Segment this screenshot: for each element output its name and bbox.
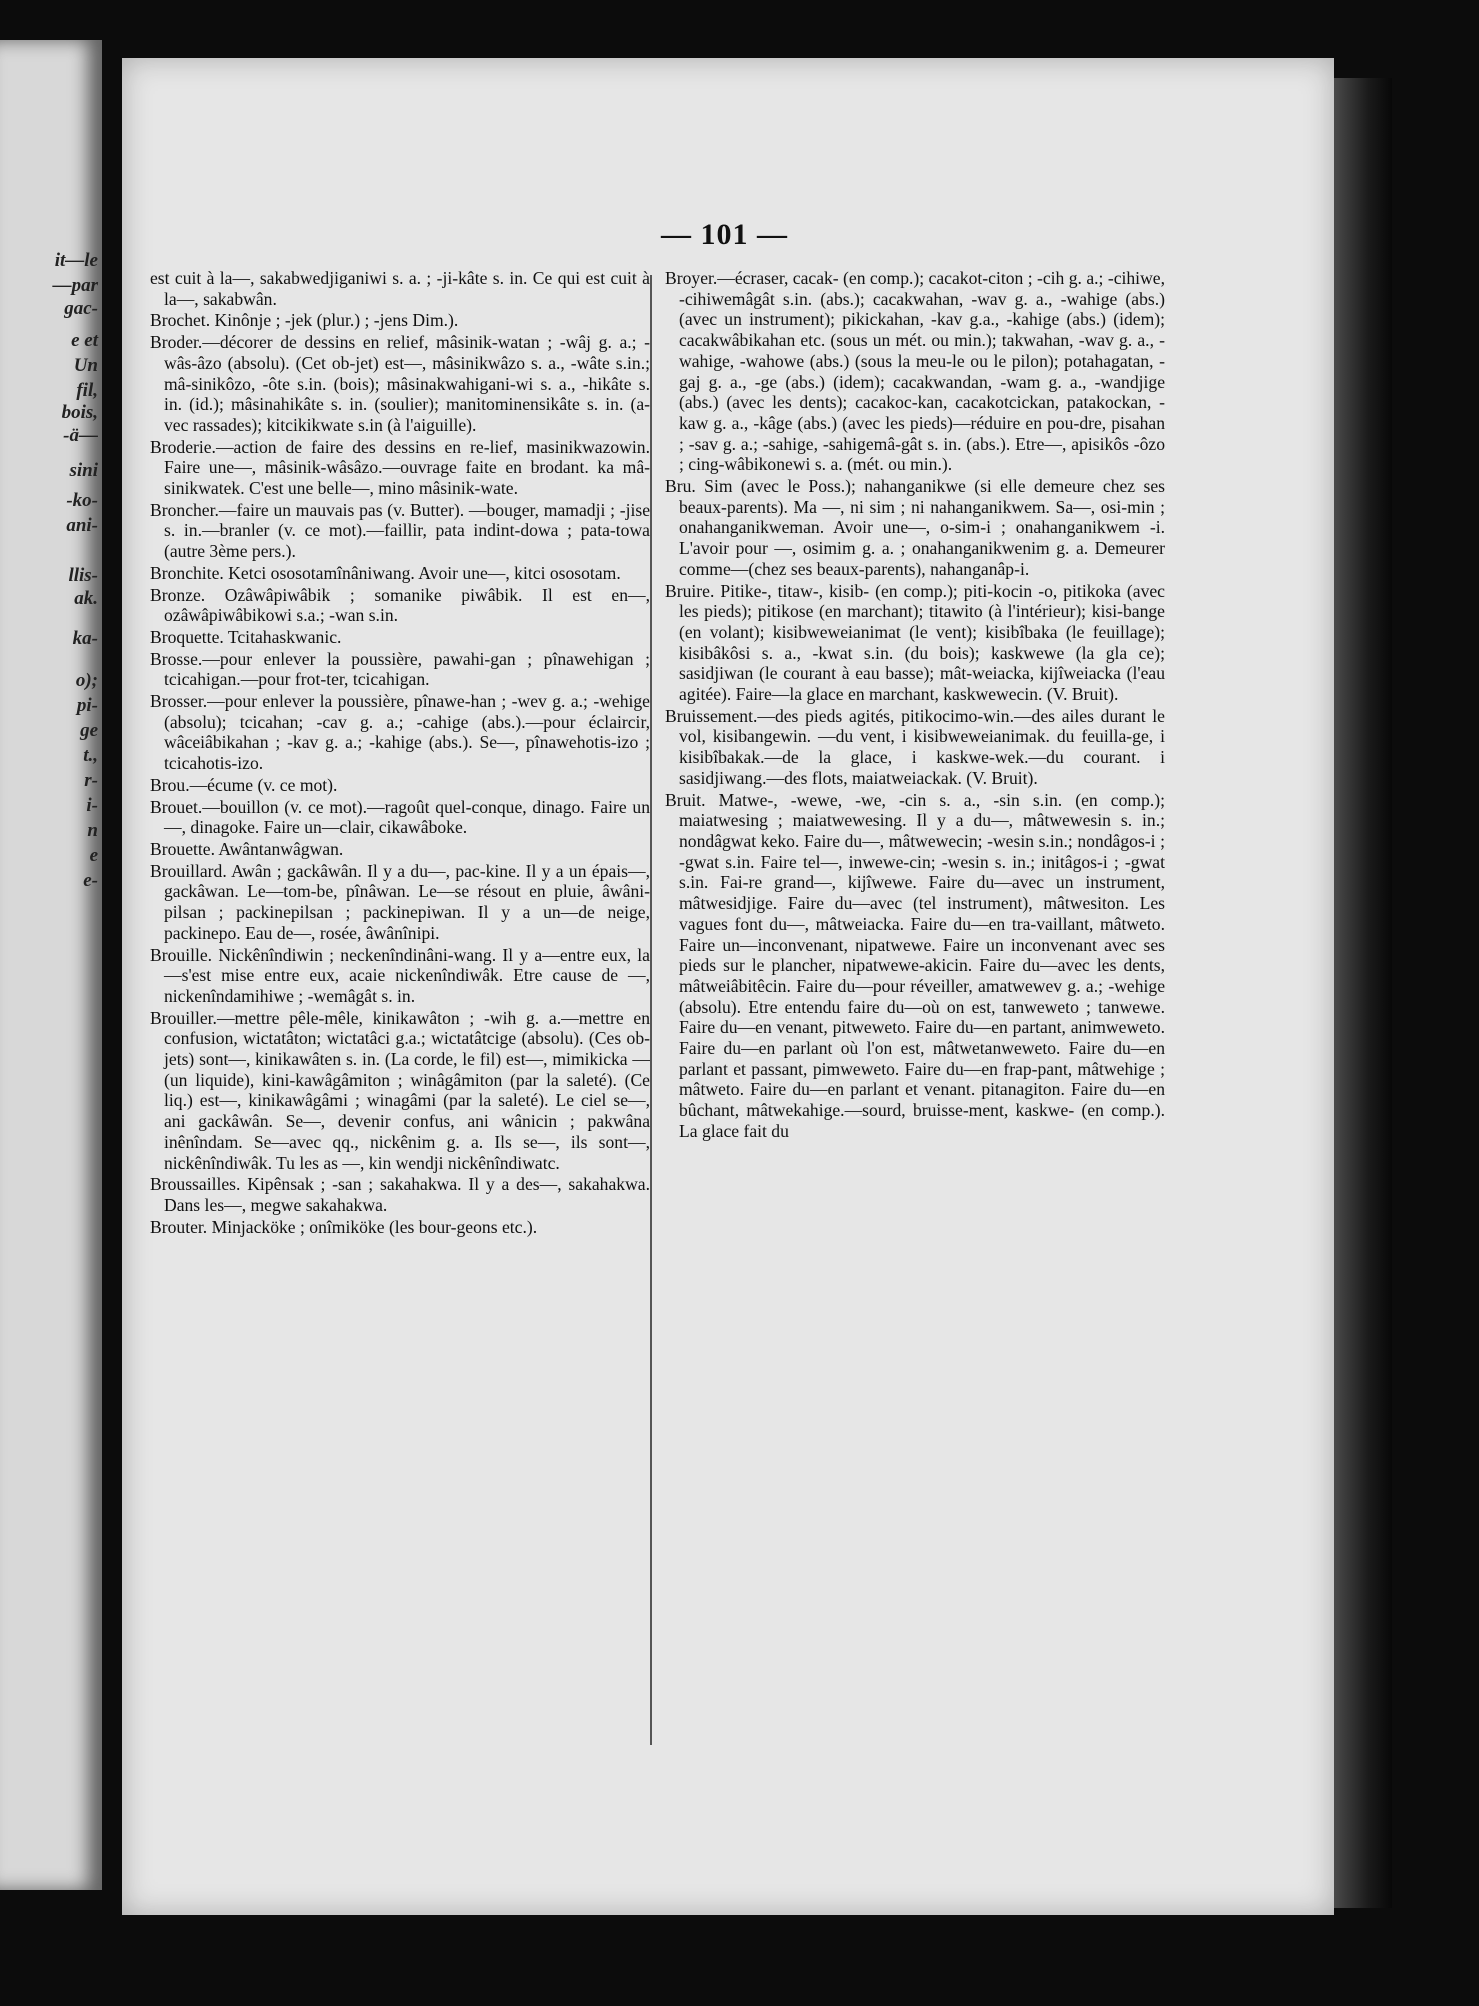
dictionary-entry: Brosser.—pour enlever la poussière, pînawe-han ; -wev g. a.; -wehige (absolu); tcicahan; -cav g. a.; -cahige (abs.).—pour éclaircir, wâceiâbikahan ; -kav g. a.; -kahige (abs.). Se—, pînawehotis-izo ; tcicahotis-izo. — [150, 691, 650, 774]
dictionary-entry: Bronze. Ozâwâpiwâbik ; somanike piwâbik. Il est en—, ozâwâpiwâbikowi s.a.; -wan s.in. — [150, 584, 650, 626]
dictionary-entry: Bruire. Pitike-, titaw-, kisib- (en comp.); piti-kocin -o, pitikoka (avec les pieds); pitikose (en marchant); titawito (à l'intérieur); kisi-bange (en volant); kisibweweianimat (le vent); kisibîbaka (le feuillage); kisibâkôsi s. a., -kwat s.in. (du bois); kaskwewe (la gla ce); sasidjiwan (le courant à eau basse); mât-weiacka, kijîweiacka (l'eau agitée). Faire—la glace en marchant, kaskwewecin. (V. Bruit). — [665, 580, 1165, 705]
dictionary-entry: Broquette. Tcitahaskwanic. — [150, 626, 342, 647]
dictionary-entry: Brouillard. Awân ; gackâwân. Il y a du—, pac-kine. Il y a un épais—, gackâwan. Le—tom-be, pînâwan. Le—se résout en pluie, âwâni-pilsan ; packinepilsan ; packinepiwan. Il y a un—de neige, packinepo. Eau de—, rosée, âwânînipi. — [150, 860, 650, 943]
dictionary-entry: Bronchite. Ketci ososotamînâniwang. Avoir une—, kitci ososotam. — [150, 562, 621, 583]
dictionary-entry: Brouille. Nickênîndiwin ; neckenîndinâni-wang. Il y a—entre eux, la—s'est mise entre eux, acaie nickenîndiwâk. Etre cause de —, nickenîndamihiwe ; -wemâgât s. in. — [150, 944, 650, 1006]
previous-page-margin — [0, 40, 102, 1890]
previous-page-fragment: i- — [86, 795, 98, 816]
dictionary-entry: Bruissement.—des pieds agités, pitikocimo-win.—des ailes durant le vol, kisibangewin. —du vent, i kisibweweianimak. du feuilla-ge, i kisibîbakak.—de la glace, i kaskwe-wek.—du courant. i sasidjiwang.—des flots, maiatweiackak. (V. Bruit). — [665, 705, 1165, 788]
column-divider — [650, 275, 652, 1745]
dictionary-entry: Broder.—décorer de dessins en relief, mâsinik-watan ; -wâj g. a.; -wâs-âzo (absolu). (Cet ob-jet) est—, mâsinikwâzo s. a., -wâte s.in.; mâ-sinikôzo, -ôte s.in. (bois); mâsinakwahigani-wi s. a., -hikâte s. in. (id.); mâsinahikâte s. in. (soulier); manitominensikâte s. in. (a-vec rassades); kitcikikwate s.in (à l'aiguille). — [150, 332, 650, 435]
left-column — [150, 268, 650, 1238]
previous-page-fragment: llis- — [68, 565, 98, 586]
dictionary-entry: Broussailles. Kipênsak ; -san ; sakahakwa. Il y a des—, sakahakwa. Dans les—, megwe sakahakwa. — [150, 1174, 650, 1215]
previous-page-fragment: e et — [71, 330, 98, 351]
dictionary-entry: est cuit à la—, sakabwedjiganiwi s. a. ; -ji-kâte s. in. Ce qui est cuit à la—, sakabwân. — [150, 268, 650, 309]
previous-page-fragment: ak. — [74, 588, 98, 609]
previous-page-fragment: fil, — [76, 380, 98, 401]
dictionary-entry: Bru. Sim (avec le Poss.); nahanganikwe (si elle demeure chez ses beaux-parents). Ma —, ni sim ; ni nahanganikwem. Sa—, osi-min ; onahanganikweman. Avoir une—, o-sim-i ; onahanganikwem -i. L'avoir pour —, osimim g. a. ; onahanganikwenim g. a. Demeurer comme—(chez ses beaux-parents), nahanganâp-i. — [665, 476, 1165, 579]
dictionary-entry: Brouter. Minjacköke ; onîmiköke (les bour-geons etc.). — [150, 1216, 538, 1237]
previous-page-fragment: t., — [83, 745, 98, 766]
dictionary-entry: Brouette. Awântanwâgwan. — [150, 838, 344, 859]
page-number: — 101 — — [661, 218, 788, 251]
previous-page-fragment: e- — [83, 870, 98, 891]
previous-page-fragment: it—le — [54, 250, 98, 271]
right-column — [665, 268, 1165, 1143]
previous-page-fragment: gac- — [64, 298, 98, 319]
previous-page-fragment: Un — [73, 355, 98, 376]
previous-page-fragment: n — [87, 820, 98, 841]
previous-page-fragment: -ä— — [63, 425, 98, 446]
dictionary-entry: Broyer.—écraser, cacak- (en comp.); cacakot-citon ; -cih g. a.; -cihiwe, -cihiwemâgât s.in. (abs.); cacakwahan, -wav g. a., -wahige (abs.) (avec un instrument); pikickahan, -kav g.a., -kahige (abs.) (idem); cacakwâbikahan etc. (sous un mét. ou min.); takwahan, -wav g. a., -wahige, -wahowe (abs.) (sous la meu-le ou le pilon); potahagatan, -gaj g. a., -ge (abs.) (idem); cacakwandan, -wam g. a., -wandjige (abs.) (avec les dents); cacakoc-kan, cacakotcickan, patakockan, -kaw g. a., -kâge (abs.) (avec les pieds)—réduire en pou-dre, pisahan ; -sav g. a.; -sahige, -sahigemâ-gât s. in. (abs.). Etre—, apisikôs -ôzo ; cing-wâbikonewi s. a. (mét. ou min.). — [665, 268, 1165, 475]
dictionary-entry: Brou.—écume (v. ce mot). — [150, 774, 338, 795]
previous-page-fragment: o); — [75, 670, 98, 691]
dictionary-entry: Broderie.—action de faire des dessins en re-lief, masinikwazowin. Faire une—, mâsinik-wâsâzo.—ouvrage faite en brodant. ka mâ-sinikwatek. C'est une belle—, mino mâsinik-wate. — [150, 436, 650, 499]
previous-page-fragment: ani- — [66, 515, 98, 536]
book-page-edge — [1334, 78, 1392, 1908]
dictionary-entry: Broncher.—faire un mauvais pas (v. Butter). —bouger, mamadji ; -jise s. in.—branler (v. ce mot).—faillir, pata indint-dowa ; pata-towa (autre 3ème pers.). — [150, 499, 650, 562]
previous-page-fragment: -ko- — [66, 490, 98, 511]
dictionary-entry: Brouiller.—mettre pêle-mêle, kinikawâton ; -wih g. a.—mettre en confusion, wictatâton; wictatâci g.a.; wictatâtcige (absolu). (Ces ob-jets) sont—, kinikawâten s. in. (La corde, le fil) est—, mimikicka —(un liquide), kini-kawâgâmiton ; winâgâmiton (par la saleté). (Ce liq.) est—, kinikawâgâmi ; winagâmi (par la saleté). Le ciel se—, ani gackâwân. Se—, devenir confus, ani wânicin ; pakwâna inênîndam. Se—avec qq., nickênim g. a. Ils se—, ils sont—, nickênîndiwâk. Tu les as —, kin wendji nickênîndiwatc. — [150, 1007, 650, 1173]
dictionary-entry: Bruit. Matwe-, -wewe, -we, -cin s. a., -sin s.in. (en comp.); maiatwesing ; maiatwewesing. Il y a du—, mâtwewesin s. in.; nondâgwat keko. Faire du—, mâtwewecin; -wesin s.in.; nondâgos-i ; -gwat s.in. Faire tel—, inwewe-cin; -wesin s. in.; initâgos-i ; -gwat s.in. Fai-re grand—, kijîwewe. Faire du—avec un instrument, mâtwesidjige. Faire du—avec (tel instrument), mâtwesiton. Les vagues font du—, mâtweiacka. Faire du—en tra-vaillant, mâtweto. Faire un—inconvenant, nipatwewe. Faire un inconvenant avec ses pieds sur le plancher, nipatwewe-akicin. Faire du—avec les dents, mâtweiâbitêcin. Faire du—pour réveiller, amatwewev g. a.; -wehige (absolu). Etre entendu faire du—où on est, tanweweto ; tanwewe. Faire du—en venant, pitweweto. Faire du—en partant, animweweto. Faire du—en parlant où l'on est, mâtwetanweweto. Faire du—en parlant et passant, pimweweto. Faire du—en frap-pant, mâtwehige ; mâtweto. Faire du—en parlant et venant. pitanagiton. Faire du—en bûchant, mâtwekahige.—sourd, bruisse-ment, kaskwe- (en comp.). La glace fait du — [665, 789, 1165, 1141]
previous-page-fragment: ka- — [72, 628, 98, 649]
previous-page-fragment: —par — [52, 275, 98, 296]
dictionary-entry: Brochet. Kinônje ; -jek (plur.) ; -jens Dim.). — [150, 310, 459, 331]
previous-page-fragment: bois, — [61, 402, 98, 423]
previous-page-fragment: pi- — [76, 695, 98, 716]
previous-page-fragment: e — [89, 845, 98, 866]
previous-page-fragment: ge — [80, 720, 98, 741]
dictionary-entry: Brosse.—pour enlever la poussière, pawahi-gan ; pînawehigan ; tcicahigan.—pour frot-ter, tcicahigan. — [150, 648, 650, 690]
previous-page-fragment: sini — [69, 460, 98, 481]
dictionary-entry: Brouet.—bouillon (v. ce mot).—ragoût quel-conque, dinago. Faire un—, dinagoke. Faire un—clair, cikawâboke. — [150, 796, 650, 838]
previous-page-fragment: r- — [84, 770, 98, 791]
